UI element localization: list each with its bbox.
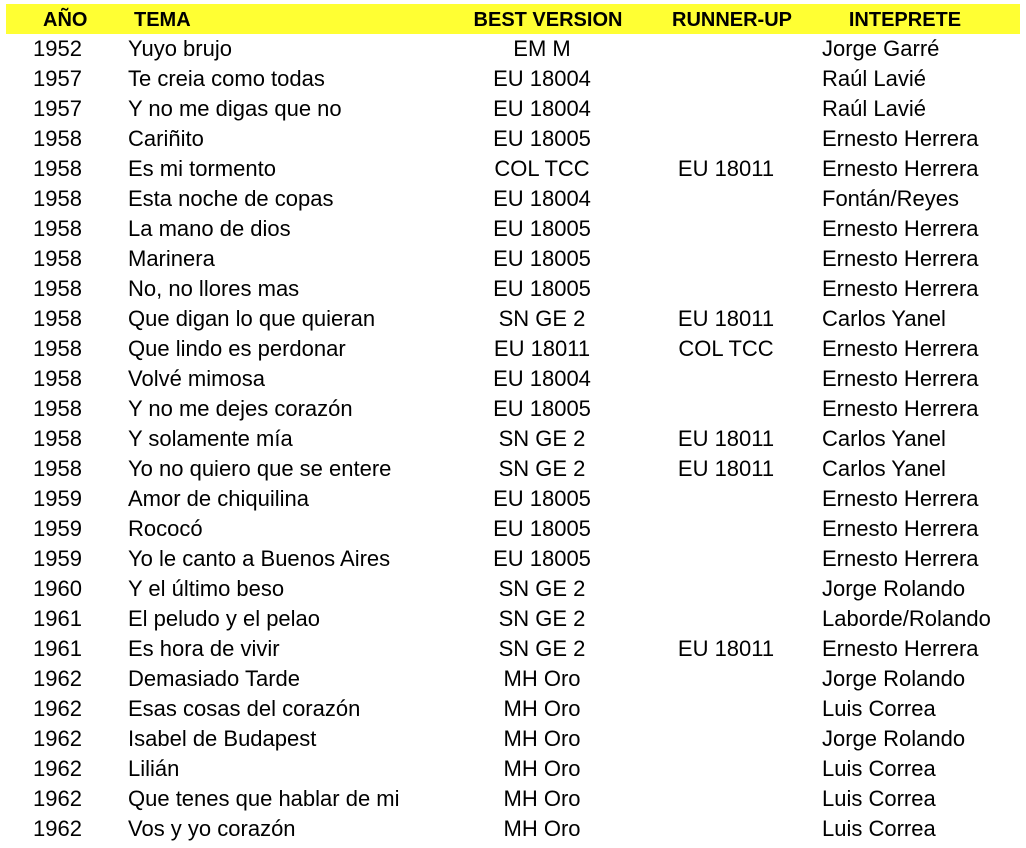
table-row	[0, 214, 1026, 244]
cell-interprete[interactable]: Carlos Yanel	[822, 306, 946, 331]
cell-best-version[interactable]: SN GE 2	[498, 576, 586, 601]
cell-best-version[interactable]: SN GE 2	[498, 606, 586, 631]
cell-best-version[interactable]: EU 18011	[493, 336, 591, 361]
cell-tema[interactable]: Y no me digas que no	[128, 96, 342, 121]
cell-year[interactable]: 1961	[33, 606, 82, 631]
cell-year[interactable]: 1958	[33, 216, 82, 241]
table-row	[0, 64, 1026, 94]
table-row	[0, 244, 1026, 274]
cell-interprete[interactable]: Ernesto Herrera	[822, 546, 979, 571]
table-row	[0, 154, 1026, 184]
cell-best-version[interactable]: EU 18005	[493, 486, 591, 511]
cell-best-version[interactable]: EU 18005	[493, 276, 591, 301]
cell-best-version[interactable]: MH Oro	[503, 666, 581, 691]
table-row	[0, 754, 1026, 784]
table-row	[0, 694, 1026, 724]
cell-year[interactable]: 1962	[33, 696, 82, 721]
cell-interprete[interactable]: Raúl Lavié	[822, 66, 926, 91]
cell-year[interactable]: 1958	[33, 126, 82, 151]
cell-year[interactable]: 1962	[33, 816, 82, 841]
header-best-version[interactable]: BEST VERSION	[473, 9, 623, 31]
cell-tema[interactable]: Esta noche de copas	[128, 186, 334, 211]
header-tema[interactable]: TEMA	[134, 9, 191, 31]
table-row	[0, 184, 1026, 214]
header-runner-up[interactable]: RUNNER-UP	[672, 9, 792, 31]
table-row	[0, 424, 1026, 454]
cell-year[interactable]: 1962	[33, 726, 82, 751]
cell-tema[interactable]: No, no llores mas	[128, 276, 300, 301]
cell-best-version[interactable]: MH Oro	[503, 786, 581, 811]
table-row	[0, 364, 1026, 394]
cell-runner-up[interactable]: EU 18011	[677, 456, 775, 481]
cell-tema[interactable]: Cariñito	[128, 126, 204, 151]
cell-year[interactable]: 1959	[33, 516, 82, 541]
cell-year[interactable]: 1959	[33, 546, 82, 571]
cell-interprete[interactable]: Ernesto Herrera	[822, 366, 979, 391]
cell-interprete[interactable]: Raúl Lavié	[822, 96, 926, 121]
table-row	[0, 394, 1026, 424]
cell-interprete[interactable]: Ernesto Herrera	[822, 156, 979, 181]
cell-runner-up[interactable]: EU 18011	[677, 426, 775, 451]
cell-best-version[interactable]: EU 18005	[493, 516, 591, 541]
cell-year[interactable]: 1957	[33, 96, 82, 121]
cell-year[interactable]: 1961	[33, 636, 82, 661]
cell-best-version[interactable]: EU 18005	[493, 216, 591, 241]
cell-best-version[interactable]: EU 18004	[493, 66, 591, 91]
cell-tema[interactable]: Es mi tormento	[128, 156, 276, 181]
cell-tema[interactable]: Marinera	[128, 246, 215, 271]
cell-tema[interactable]: Y solamente mía	[128, 426, 293, 451]
cell-interprete[interactable]: Jorge Garré	[822, 36, 940, 61]
cell-tema[interactable]: Yuyo brujo	[128, 36, 232, 61]
cell-interprete[interactable]: Jorge Rolando	[822, 666, 966, 691]
cell-interprete[interactable]: Ernesto Herrera	[822, 336, 979, 361]
cell-interprete[interactable]: Ernesto Herrera	[822, 246, 979, 271]
cell-interprete[interactable]: Carlos Yanel	[822, 456, 946, 481]
cell-best-version[interactable]: EU 18004	[493, 186, 591, 211]
cell-tema[interactable]: Vos y yo corazón	[128, 816, 296, 841]
cell-best-version[interactable]: MH Oro	[503, 696, 581, 721]
cell-tema[interactable]: Isabel de Budapest	[128, 726, 317, 751]
cell-interprete[interactable]: Ernesto Herrera	[822, 636, 979, 661]
cell-best-version[interactable]: SN GE 2	[498, 636, 586, 661]
cell-year[interactable]: 1958	[33, 426, 82, 451]
cell-best-version[interactable]: EU 18005	[493, 546, 591, 571]
table-row	[0, 784, 1026, 814]
cell-tema[interactable]: Yo le canto a Buenos Aires	[128, 546, 391, 571]
table-row	[0, 34, 1026, 64]
cell-interprete[interactable]: Ernesto Herrera	[822, 126, 979, 151]
cell-year[interactable]: 1958	[33, 336, 82, 361]
cell-tema[interactable]: Esas cosas del corazón	[128, 696, 361, 721]
table-row	[0, 484, 1026, 514]
cell-year[interactable]: 1958	[33, 276, 82, 301]
cell-interprete[interactable]: Carlos Yanel	[822, 426, 946, 451]
cell-tema[interactable]: Demasiado Tarde	[128, 666, 301, 691]
cell-best-version[interactable]: COL TCC	[494, 156, 590, 181]
cell-year[interactable]: 1957	[33, 66, 82, 91]
table-row	[0, 604, 1026, 634]
cell-interprete[interactable]: Luis Correa	[822, 786, 936, 811]
header-interprete[interactable]: INTEPRETE	[848, 9, 962, 31]
cell-year[interactable]: 1962	[33, 786, 82, 811]
cell-year[interactable]: 1958	[33, 306, 82, 331]
cell-tema[interactable]: Volvé mimosa	[128, 366, 265, 391]
cell-year[interactable]: 1959	[33, 486, 82, 511]
cell-tema[interactable]: Que digan lo que quieran	[128, 306, 376, 331]
cell-interprete[interactable]: Jorge Rolando	[822, 576, 966, 601]
cell-tema[interactable]: Te creia como todas	[128, 66, 325, 91]
cell-interprete[interactable]: Ernesto Herrera	[822, 486, 979, 511]
cell-interprete[interactable]: Laborde/Rolando	[822, 606, 991, 631]
cell-best-version[interactable]: SN GE 2	[498, 456, 586, 481]
header-year[interactable]: AÑO	[43, 9, 88, 31]
cell-best-version[interactable]: EM M	[513, 36, 571, 61]
cell-best-version[interactable]: EU 18004	[493, 366, 591, 391]
table-row	[0, 664, 1026, 694]
table-row	[0, 514, 1026, 544]
cell-tema[interactable]: La mano de dios	[128, 216, 291, 241]
cell-year[interactable]: 1962	[33, 666, 82, 691]
table-row	[0, 544, 1026, 574]
table-body	[0, 34, 1026, 844]
table-row	[0, 334, 1026, 364]
table-row	[0, 124, 1026, 154]
cell-interprete[interactable]: Jorge Rolando	[822, 726, 966, 751]
cell-best-version[interactable]: EU 18005	[493, 126, 591, 151]
cell-year[interactable]: 1952	[33, 36, 82, 61]
cell-interprete[interactable]: Ernesto Herrera	[822, 516, 979, 541]
cell-runner-up[interactable]: EU 18011	[677, 156, 775, 181]
cell-best-version[interactable]: MH Oro	[503, 816, 581, 841]
cell-year[interactable]: 1958	[33, 156, 82, 181]
cell-tema[interactable]: Que tenes que hablar de mi	[128, 786, 400, 811]
table-row	[0, 814, 1026, 844]
cell-interprete[interactable]: Luis Correa	[822, 696, 936, 721]
cell-runner-up[interactable]: EU 18011	[677, 306, 775, 331]
cell-best-version[interactable]: EU 18004	[493, 96, 591, 121]
cell-tema[interactable]: El peludo y el pelao	[128, 606, 321, 631]
table-row	[0, 454, 1026, 484]
cell-interprete[interactable]: Luis Correa	[822, 756, 936, 781]
table-row	[0, 304, 1026, 334]
cell-tema[interactable]: Que lindo es perdonar	[128, 336, 346, 361]
table-row	[0, 724, 1026, 754]
cell-best-version[interactable]: MH Oro	[503, 756, 581, 781]
cell-best-version[interactable]: MH Oro	[503, 726, 581, 751]
cell-best-version[interactable]: EU 18005	[493, 396, 591, 421]
cell-interprete[interactable]: Ernesto Herrera	[822, 396, 979, 421]
cell-runner-up[interactable]: EU 18011	[677, 636, 775, 661]
cell-tema[interactable]: Y no me dejes corazón	[128, 396, 353, 421]
cell-interprete[interactable]: Fontán/Reyes	[822, 186, 959, 211]
cell-year[interactable]: 1958	[33, 366, 82, 391]
cell-tema[interactable]: Lilián	[128, 756, 180, 781]
table-row	[0, 94, 1026, 124]
cell-year[interactable]: 1960	[33, 576, 82, 601]
cell-tema[interactable]: Y el último beso	[128, 576, 285, 601]
table-row	[0, 274, 1026, 304]
cell-interprete[interactable]: Luis Correa	[822, 816, 936, 841]
cell-best-version[interactable]: EU 18005	[493, 246, 591, 271]
cell-year[interactable]: 1958	[33, 456, 82, 481]
cell-tema[interactable]: Amor de chiquilina	[128, 486, 309, 511]
cell-runner-up[interactable]: COL TCC	[678, 336, 774, 361]
table-row	[0, 574, 1026, 604]
cell-interprete[interactable]: Ernesto Herrera	[822, 276, 979, 301]
cell-tema[interactable]: Rococó	[128, 516, 203, 541]
header-row	[6, 4, 1020, 34]
cell-year[interactable]: 1958	[33, 396, 82, 421]
cell-tema[interactable]: Es hora de vivir	[128, 636, 280, 661]
cell-tema[interactable]: Yo no quiero que se entere	[128, 456, 392, 481]
cell-interprete[interactable]: Ernesto Herrera	[822, 216, 979, 241]
cell-year[interactable]: 1958	[33, 186, 82, 211]
table-row	[0, 634, 1026, 664]
cell-best-version[interactable]: SN GE 2	[498, 426, 586, 451]
cell-year[interactable]: 1962	[33, 756, 82, 781]
cell-best-version[interactable]: SN GE 2	[498, 306, 586, 331]
cell-year[interactable]: 1958	[33, 246, 82, 271]
